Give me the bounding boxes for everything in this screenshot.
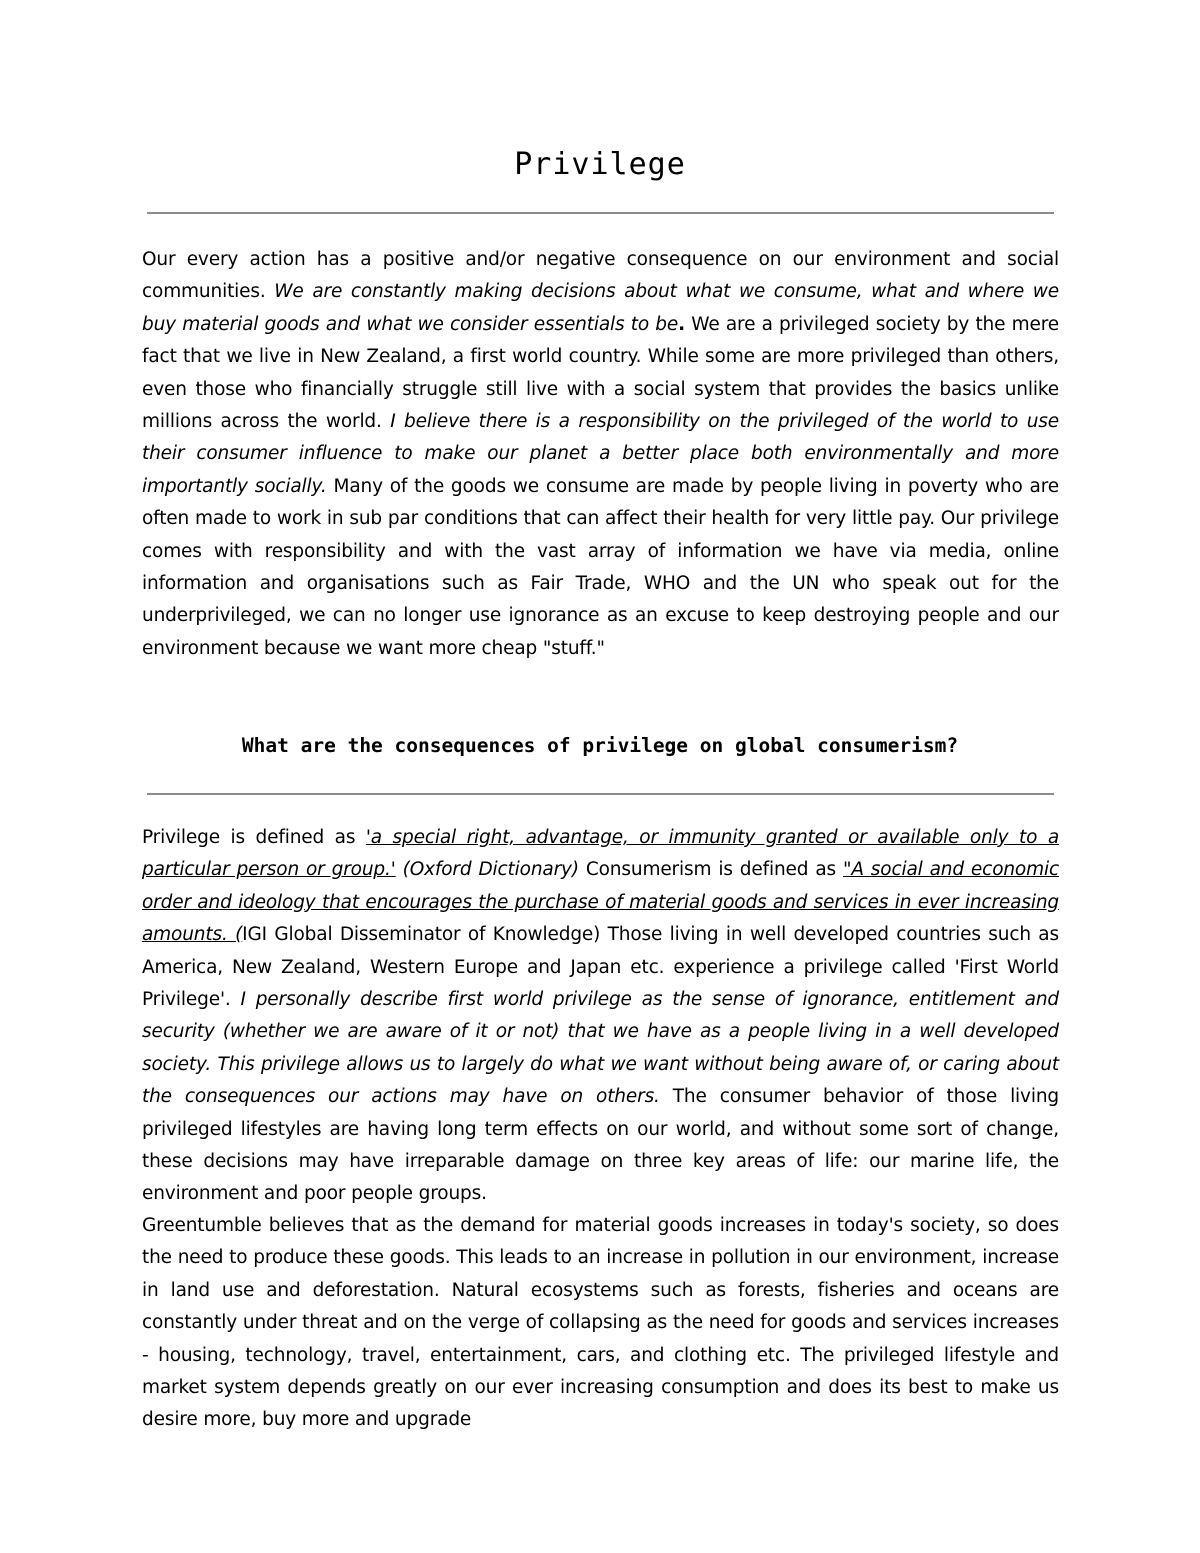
section-heading: What are the consequences of privilege on global consumerism? xyxy=(241,734,959,757)
greentumble-paragraph: Greentumble believes that as the demand for material goods increases in today's society, so does the need to produce these goods. This leads to an increase in pollution in our environment, increase in land use and deforestation. Natural ecosystems such as forests, fisheries and oceans are constantly under threat and on the verge of collapsing as the need for goods and services increases - housing, technology, travel, entertainment, cars, and clothing etc. The privileged lifestyle and market system depends greatly on our ever increasing consumption and does its best to make us desire more, buy more and upgrade xyxy=(142,1215,1059,1431)
section-divider xyxy=(147,793,1054,795)
intro-italic-statement: We are constantly making decisions about what we consume, what and where we buy material goods and what we consider essentials to be xyxy=(142,281,1059,335)
igi-citation: IGI Global Disseminator of Knowledge) Those living in well developed countries such as America, New Zealand, Western Europe and Japan etc. experience a privilege called 'First World Privilege'. xyxy=(142,924,1059,1011)
intro-sentence-1: Our every action has a positive and/or negative consequence on our environment and social communities. xyxy=(142,249,1059,303)
definition-lead: Privilege is defined as xyxy=(142,827,366,848)
oxford-citation: (Oxford Dictionary) xyxy=(395,859,579,881)
title-divider xyxy=(147,212,1054,214)
intro-paragraph xyxy=(142,244,1059,665)
consumerism-lead: Consumerism is defined as xyxy=(578,859,843,881)
definitions-paragraph xyxy=(142,822,1059,1211)
intro-period: . xyxy=(678,313,686,335)
intro-sentence-3: We are a privileged society by the mere fact that we live in New Zealand, a first world country. While some are more privileged than others, even those who financially struggle still live with a social system that provides the basics unlike millions across the world. xyxy=(142,313,1059,433)
consumerism-definition: "A social and economic order and ideology that encourages the purchase of material goods and services in ever increasing amounts. ( xyxy=(142,859,1059,946)
privilege-definition: 'a special right, advantage, or immunity granted or available only to a particular person or group.' xyxy=(142,827,1060,881)
intro-belief-statement: I believe there is a responsibility on the privileged of the world to use their consumer influence to make our planet a better place both environmentally and more importantly socially. xyxy=(142,411,1059,497)
intro-sentence-5: Many of the goods we consume are made by people living in poverty who are often made to work in sub par conditions that can affect their health for very little pay. Our privilege comes with responsibility and with the vast array of information we have via media, online information and organisations such as Fair Trade, WHO and the UN who speak out for the underprivileged, we can no longer use ignorance as an excuse to keep destroying people and our environment because we want more cheap "stuff." xyxy=(142,475,1060,659)
consumer-behavior-text: The consumer behavior of those living privileged lifestyles are having long term effects on our world, and without some sort of change, these decisions may have irreparable damage on three key areas of life: our marine life, the environment and poor people groups. xyxy=(142,1086,1060,1205)
personal-description: I personally describe first world privilege as the sense of ignorance, entitlement and security (whether we are aware of it or not) that we have as a people living in a well developed society. This privilege allows us to largely do what we want without being aware of, or caring about the consequences our actions may have on others. xyxy=(142,989,1059,1108)
page-title: Privilege xyxy=(514,147,686,182)
